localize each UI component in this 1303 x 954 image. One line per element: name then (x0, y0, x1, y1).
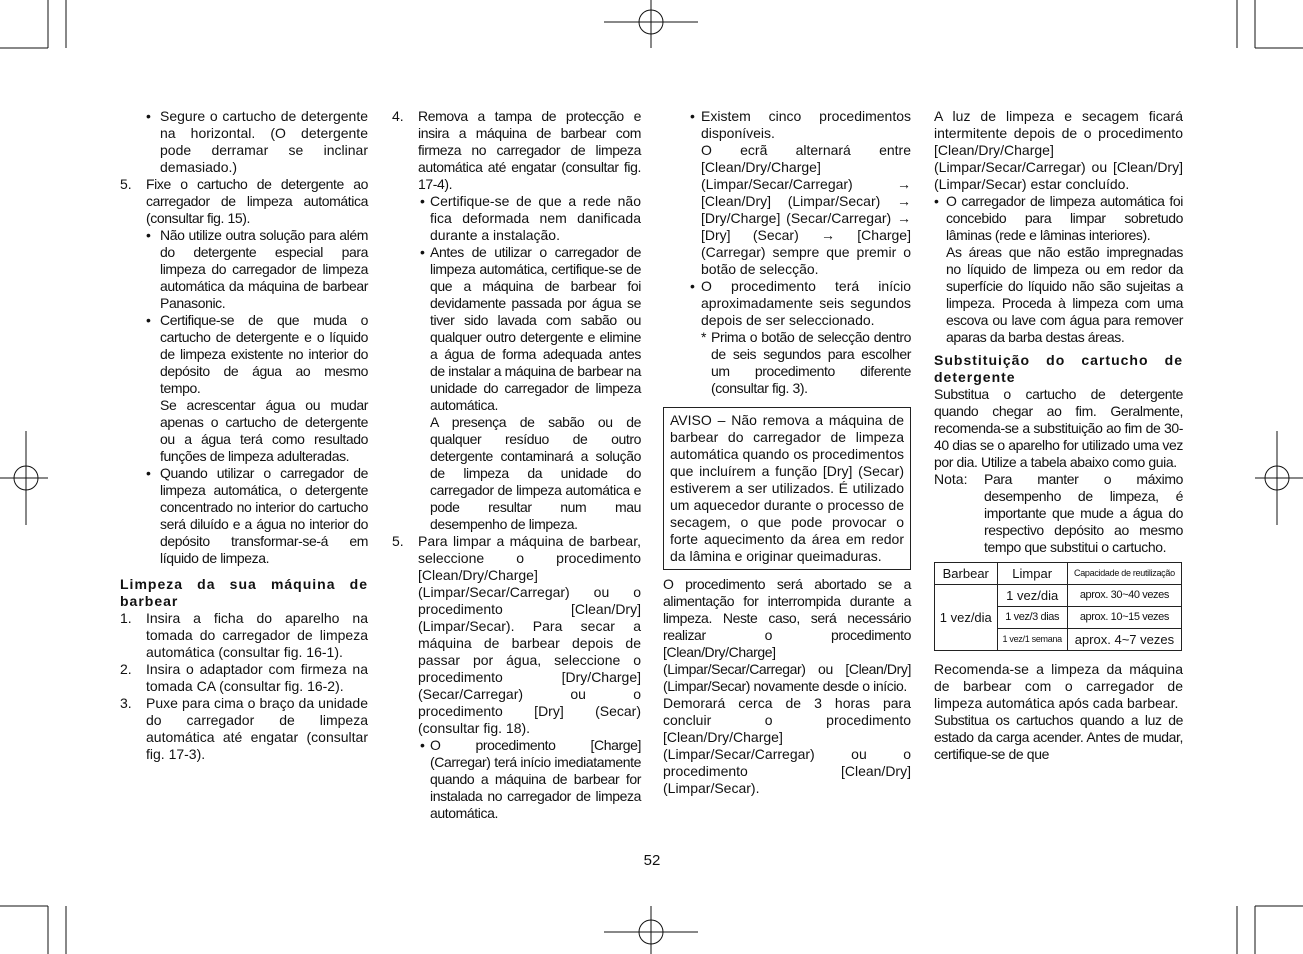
section-heading: Limpeza da sua máquina de barbear (120, 576, 368, 609)
paragraph: As áreas que não estão impregnadas no líquido de limpeza ou em redor da superfície do líquido não são sujeitas a limpeza. Proceda à limpeza com uma escova ou lave com água para remover aparas da barba destas áreas. (946, 244, 1183, 345)
warning-box (663, 407, 911, 570)
column-2 (392, 108, 641, 822)
paragraph: Quando utilizar o carregador de limpeza automática, o detergente concentrado no interior do cartucho será diluído e a água no interior do depósito transformar-se-á em líquido de limpeza. (160, 465, 368, 566)
paragraph: Se acrescentar água ou mudar apenas o cartucho de detergente ou a água terá como resultado funções de limpeza adulteradas. (160, 397, 368, 464)
list-item (120, 661, 368, 695)
table-header-row (935, 563, 1182, 585)
paragraph: Para manter o máximo desempenho de limpeza, é importante que mude a água do respectivo depósito ao mesmo tempo que substitui o cartucho. (984, 471, 1183, 555)
paragraph: O ecrã alternará entre [Clean/Dry/Charge] (Limpar/Secar/Carregar) → [Clean/Dry] (Limpar/Secar) → [Dry/Charge] (Secar/Carregar) → [Dry] (Secar) → [Charge] (Carregar) sempre que premir o botão de selecção. (701, 142, 911, 277)
step-number: 1. (120, 610, 132, 626)
table-header: Capacidade de reutilização (1067, 563, 1181, 585)
paragraph: Certifique-se de que muda o cartucho de detergente e o líquido de limpeza existente no interior do depósito de água ao mesmo tempo. (160, 312, 368, 396)
table-cell: 1 vez/1 semana (997, 629, 1067, 651)
list-item (120, 312, 368, 465)
list-item (120, 227, 368, 312)
paragraph: Substitua o cartucho de detergente quando chegar ao fim. Geralmente, recomenda-se a substituição ao fim de 30-40 dias se o aparelho for utilizado uma vez por dia. Utilize a tabela abaixo como guia. (934, 386, 1183, 470)
table-cell: aprox. 10~15 vezes (1067, 607, 1181, 629)
list-item (663, 108, 911, 278)
paragraph: Insira a ficha do aparelho na tomada do carregador de limpeza automática (consultar fig. 16-1). (146, 610, 368, 660)
note-label: Nota: (934, 471, 968, 487)
list-item (120, 465, 368, 567)
step-number: 3. (120, 695, 132, 711)
table-cell: 1 vez/dia (997, 585, 1067, 607)
paragraph: O procedimento será abortado se a alimentação for interrompida durante a limpeza. Neste caso, será necessário realizar o procedimento [Clean/Dry/Charge] (Limpar/Secar/Carregar) ou [Clean/Dry] (Limpar/Secar) novamente desde o início. (663, 576, 911, 694)
list-item (392, 108, 641, 193)
bullet: • (934, 193, 939, 209)
paragraph: Segure o cartucho de detergente na horizontal. (O detergente pode derramar se inclinar demasiado.) (160, 108, 368, 175)
bullet: • (420, 244, 425, 260)
table-header: Limpar (997, 563, 1067, 585)
bullet: • (146, 227, 151, 243)
list-item (120, 695, 368, 763)
bullet: • (690, 108, 695, 124)
column-3 (663, 108, 911, 797)
list-item (120, 176, 368, 227)
paragraph: Substitua os cartuchos quando a luz de estado da carga acender. Antes de mudar, certifique-se de que (934, 712, 1183, 762)
section-heading: Substituição do cartucho de detergente (934, 352, 1183, 385)
paragraph: Puxe para cima o braço da unidade do carregador de limpeza automática até engatar (consultar fig. 17-3). (146, 695, 368, 762)
column-4 (934, 108, 1183, 763)
paragraph: Não utilize outra solução para além do detergente especial para limpeza do carregador de limpeza automática da máquina de barbear Panasonic. (160, 227, 368, 311)
step-number: 5. (392, 533, 404, 549)
asterisk: * (701, 329, 707, 345)
page-number: 52 (643, 852, 661, 869)
list-item (392, 533, 641, 737)
bullet: • (146, 312, 151, 328)
paragraph: Para limpar a máquina de barbear, seleccione o procedimento [Clean/Dry/Charge] (Limpar/Secar/Carregar) ou o procedimento [Clean/Dry] (Limpar/Secar). Para secar a máquina de barbear depois de passar por água, seleccione o procedimento [Dry/Charge] (Secar/Carregar) ou o procedimento [Dry] (Secar) (consultar fig. 18). (418, 533, 641, 736)
paragraph: O procedimento [Charge] (Carregar) terá início imediatamente quando a máquina de barbear for instalada no carregador de limpeza automática. (430, 737, 641, 821)
list-item (934, 193, 1183, 346)
paragraph: Recomenda-se a limpeza da máquina de barbear com o carregador de limpeza automática após cada barbear. (934, 661, 1183, 711)
step-number: 2. (120, 661, 132, 677)
paragraph: O procedimento terá início aproximadamente seis segundos depois de ser seleccionado. (701, 278, 911, 328)
reuse-table (934, 562, 1182, 651)
paragraph: Remova a tampa de protecção e insira a máquina de barbear com firmeza no carregador de limpeza automática até engatar (consultar fig. 17-4). (418, 108, 641, 192)
bullet: • (420, 193, 425, 209)
table-row (935, 585, 1182, 607)
bullet: • (146, 465, 151, 481)
paragraph: Antes de utilizar o carregador de limpeza automática, certifique-se de que a máquina de barbear foi devidamente passada por água se tiver sido lavada com sabão ou qualquer outro detergente e elimine a água de forma adequada antes de instalar a máquina de barbear na unidade do carregador de limpeza automática. (430, 244, 641, 413)
paragraph: Fixe o cartucho de detergente ao carregador de limpeza automática (consultar fig. 15). (146, 176, 368, 226)
paragraph: Existem cinco procedimentos disponíveis. (701, 108, 911, 141)
list-item (120, 108, 368, 176)
step-number: 5. (120, 176, 132, 192)
paragraph: Prima o botão de selecção dentro de seis segundos para escolher um procedimento diferente (consultar fig. 3). (711, 329, 911, 396)
bullet: • (146, 108, 151, 124)
list-item (392, 737, 641, 822)
list-item (392, 193, 641, 244)
paragraph: Demorará cerca de 3 horas para concluir o procedimento [Clean/Dry/Charge] (Limpar/Secar/Carregar) ou o procedimento [Clean/Dry] (Limpar/Secar). (663, 695, 911, 796)
list-item (392, 244, 641, 533)
note (934, 471, 1183, 556)
list-item (663, 278, 911, 329)
column-1 (120, 108, 368, 763)
step-number: 4. (392, 108, 404, 124)
table-header: Barbear (935, 563, 998, 585)
bullet: • (690, 278, 695, 294)
paragraph: A presença de sabão ou de qualquer resíduo de outro detergente contaminará a solução de limpeza da unidade do carregador de limpeza automática e pode resultar num mau desempenho de limpeza. (430, 414, 641, 532)
table-cell: 1 vez/3 dias (997, 607, 1067, 629)
list-item (663, 329, 911, 397)
table-cell: 1 vez/dia (935, 585, 998, 651)
paragraph: O carregador de limpeza automática foi concebido para limpar sobretudo lâminas (rede e lâminas interiores). (946, 193, 1183, 243)
paragraph: A luz de limpeza e secagem ficará intermitente depois de o procedimento [Clean/Dry/Charge] (Limpar/Secar/Carregar) ou [Clean/Dry] (Limpar/Secar) estar concluído. (934, 108, 1183, 192)
table-cell: aprox. 30~40 vezes (1067, 585, 1181, 607)
bullet: • (420, 737, 425, 753)
list-item (120, 610, 368, 661)
paragraph: Insira o adaptador com firmeza na tomada CA (consultar fig. 16-2). (146, 661, 368, 694)
paragraph: Certifique-se de que a rede não fica deformada nem danificada durante a instalação. (430, 193, 641, 243)
table-cell: aprox. 4~7 vezes (1067, 629, 1181, 651)
warning-text: AVISO – Não remova a máquina de barbear do carregador de limpeza automática quando os procedimentos que incluírem a função [Dry] (Secar) estiverem a ser utilizados. É utilizado um aquecedor durante o processo de secagem, o que pode provocar o forte aquecimento da área em redor da lâmina e originar queimaduras. (670, 412, 904, 564)
